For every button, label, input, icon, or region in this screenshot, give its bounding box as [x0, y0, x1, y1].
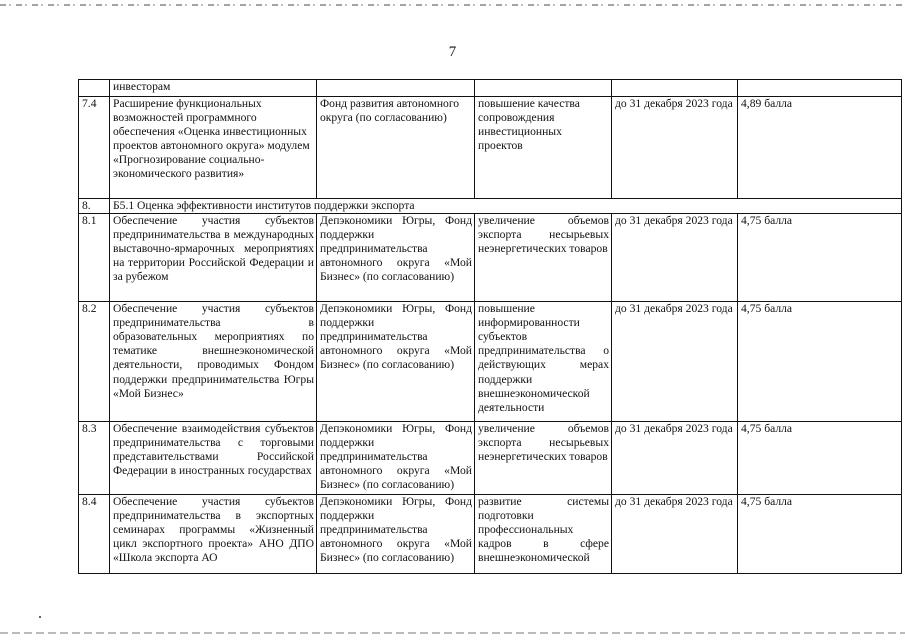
table-section-row	[79, 199, 902, 214]
executor-cell: Депэкономики Югры, Фонд поддержки предпринимательства автономного округа «Мой Бизнес» (по согласованию)	[317, 422, 475, 495]
row-number: 8.4	[79, 495, 110, 574]
row-number: 8.2	[79, 302, 110, 422]
scan-edge-top	[0, 4, 905, 6]
deadline-cell	[612, 80, 738, 97]
action-cell: Обеспечение участия субъектов предпринимательства в международных выставочно-ярмарочных мероприятиях на территории Российской Федерации и за рубежом	[110, 214, 317, 302]
executor-cell: Депэкономики Югры, Фонд поддержки предпринимательства автономного округа «Мой Бизнес» (по согласованию)	[317, 302, 475, 422]
table-body	[79, 80, 902, 574]
row-number	[79, 80, 110, 97]
table-row	[79, 80, 902, 97]
table-row	[79, 214, 902, 302]
deadline-cell: до 31 декабря 2023 года	[612, 302, 738, 422]
result-cell: развитие системы подготовки профессиональных кадров в сфере внешнеэкономической	[475, 495, 612, 574]
score-cell: 4,75 балла	[738, 214, 902, 302]
row-number: 8.	[79, 199, 110, 214]
page-number: 7	[448, 44, 457, 60]
deadline-cell: до 31 декабря 2023 года	[612, 97, 738, 199]
result-cell: увеличение объемов экспорта несырьевых неэнергетических товаров	[475, 214, 612, 302]
result-cell: увеличение объемов экспорта несырьевых неэнергетических товаров	[475, 422, 612, 495]
deadline-cell: до 31 декабря 2023 года	[612, 214, 738, 302]
score-cell: 4,75 балла	[738, 422, 902, 495]
row-number: 8.3	[79, 422, 110, 495]
result-cell: повышение качества сопровождения инвестиционных проектов	[475, 97, 612, 199]
scan-speck	[39, 616, 41, 618]
table-row	[79, 302, 902, 422]
row-number: 7.4	[79, 97, 110, 199]
action-cell: Обеспечение взаимодействия субъектов предпринимательства с торговыми представительствами Российской Федерации в иностранных государствах	[110, 422, 317, 495]
executor-cell: Фонд развития автономного округа (по согласованию)	[317, 97, 475, 199]
action-cell: Обеспечение участия субъектов предпринимательства в экспортных семинарах программы «Жизненный цикл экспортного проекта» АНО ДПО «Школа экспорта АО	[110, 495, 317, 574]
action-cell: инвесторам	[110, 80, 317, 97]
score-cell	[738, 80, 902, 97]
measures-table	[78, 79, 902, 574]
executor-cell: Депэкономики Югры, Фонд поддержки предпринимательства автономного округа «Мой Бизнес» (по согласованию)	[317, 495, 475, 574]
executor-cell	[317, 80, 475, 97]
score-cell: 4,89 балла	[738, 97, 902, 199]
section-title: Б5.1 Оценка эффективности институтов поддержки экспорта	[110, 199, 902, 214]
row-number: 8.1	[79, 214, 110, 302]
score-cell: 4,75 балла	[738, 495, 902, 574]
result-cell	[475, 80, 612, 97]
executor-cell: Депэкономики Югры, Фонд поддержки предпринимательства автономного округа «Мой Бизнес» (по согласованию)	[317, 214, 475, 302]
action-cell: Расширение функциональных возможностей программного обеспечения «Оценка инвестиционных проектов автономного округа» модулем «Прогнозирование социально-экономического развития»	[110, 97, 317, 199]
deadline-cell: до 31 декабря 2023 года	[612, 422, 738, 495]
table-row	[79, 495, 902, 574]
score-cell: 4,75 балла	[738, 302, 902, 422]
result-cell: повышение информированности субъектов предпринимательства о действующих мерах поддержки внешнеэкономической деятельности	[475, 302, 612, 422]
deadline-cell: до 31 декабря 2023 года	[612, 495, 738, 574]
table-row	[79, 97, 902, 199]
action-cell: Обеспечение участия субъектов предпринимательства в образовательных мероприятиях по тематике внешнеэкономической деятельности, проводимых Фондом поддержки предпринимательства Югры «Мой Бизнес»	[110, 302, 317, 422]
table-row	[79, 422, 902, 495]
scan-edge-bottom	[0, 632, 905, 634]
